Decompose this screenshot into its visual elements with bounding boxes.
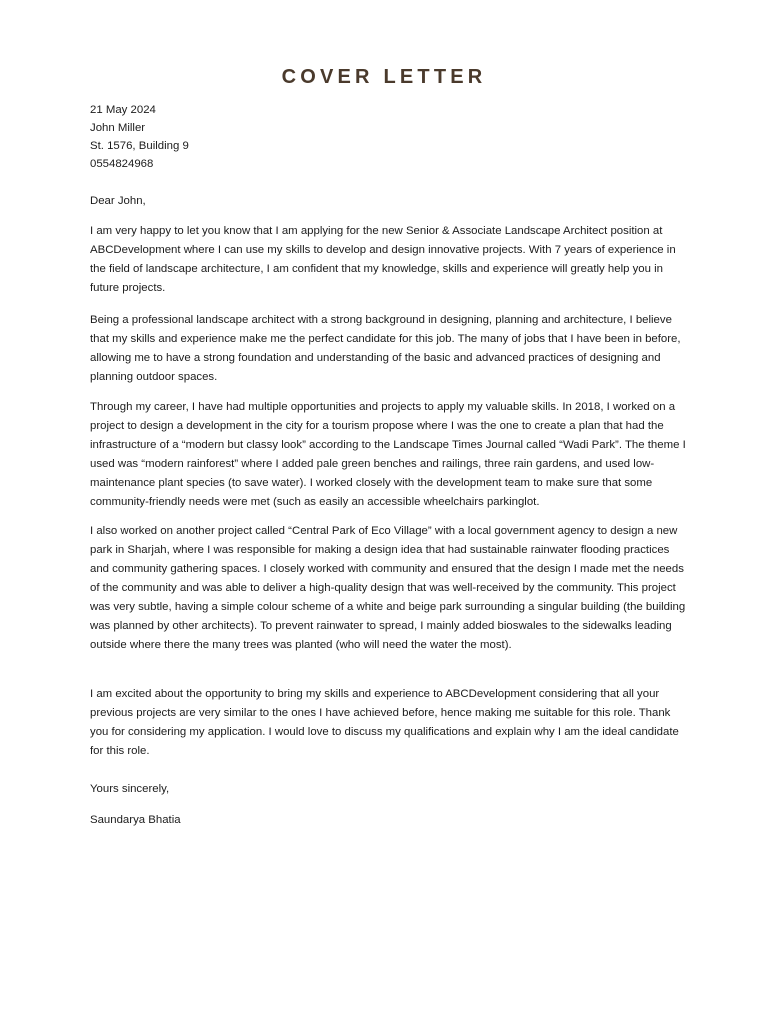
sender-address-block xyxy=(90,101,189,173)
letter-date: 21 May 2024 xyxy=(90,104,156,116)
body-paragraph-3: Through my career, I have had multiple opportunities and projects to apply my valuable skills. In 2018, I worked on a project to design a development in the city for a tourism propose where I was the one to create a plan that had the infrastructure of a “modern but classy look” according to the Landscape Times Journal called “Wadi Park”. The theme I used was “modern rainforest” where I added pale green benches and railings, three rain gardens, and used low-maintenance plant species (to save water). I worked closely with the development team to make sure that some community-friendly needs were met (such as easily an accessible wheelchairs parkinglot. xyxy=(90,401,686,508)
recipient-name: John Miller xyxy=(90,122,146,134)
signature-name: Saundarya Bhatia xyxy=(90,814,181,826)
body-paragraph-4: I also worked on another project called “Central Park of Eco Village” with a local government agency to design a new park in Sharjah, where I was responsible for making a design idea that had sustainable rainwater flooding practices and community gathering spaces. I closely worked with community and ensured that the design I made met the needs of the community and was able to deliver a high-quality design that was well-received by the community. This project was very subtle, having a simple colour scheme of a white and beige park surrounding a singular building (the building was planned by other architects). To prevent rainwater to spread, I mainly added bioswales to the sidewalks leading outside where there the many trees was planted (who will need the water the most). xyxy=(90,525,686,651)
phone-number: 0554824968 xyxy=(90,158,154,170)
document-title: COVER LETTER xyxy=(281,66,487,88)
closing-line: Yours sincerely, xyxy=(90,783,170,795)
body-paragraph-1: I am very happy to let you know that I am applying for the new Senior & Associate Landscape Architect position at ABCDevelopment where I can use my skills to develop and design innovative projects. With 7 years of experience in the field of landscape architecture, I am confident that my knowledge, skills and experience will greatly help you in future projects. xyxy=(90,225,676,294)
street-address: St. 1576, Building 9 xyxy=(90,140,189,152)
salutation: Dear John, xyxy=(90,195,146,207)
body-paragraph-2: Being a professional landscape architect with a strong background in designing, planning and architecture, I believe that my skills and experience make me the perfect candidate for this job. The many of jobs that I have been in before, allowing me to have a strong foundation and understanding of the basic and advanced practices of designing and planning outdoor spaces. xyxy=(90,314,681,383)
body-paragraph-5: I am excited about the opportunity to bring my skills and experience to ABCDevelopment considering that all your previous projects are very similar to the ones I have achieved before, hence making me suitable for this role. Thank you for considering my application. I would love to discuss my qualifications and explain why I am the ideal candidate for this role. xyxy=(90,688,679,757)
